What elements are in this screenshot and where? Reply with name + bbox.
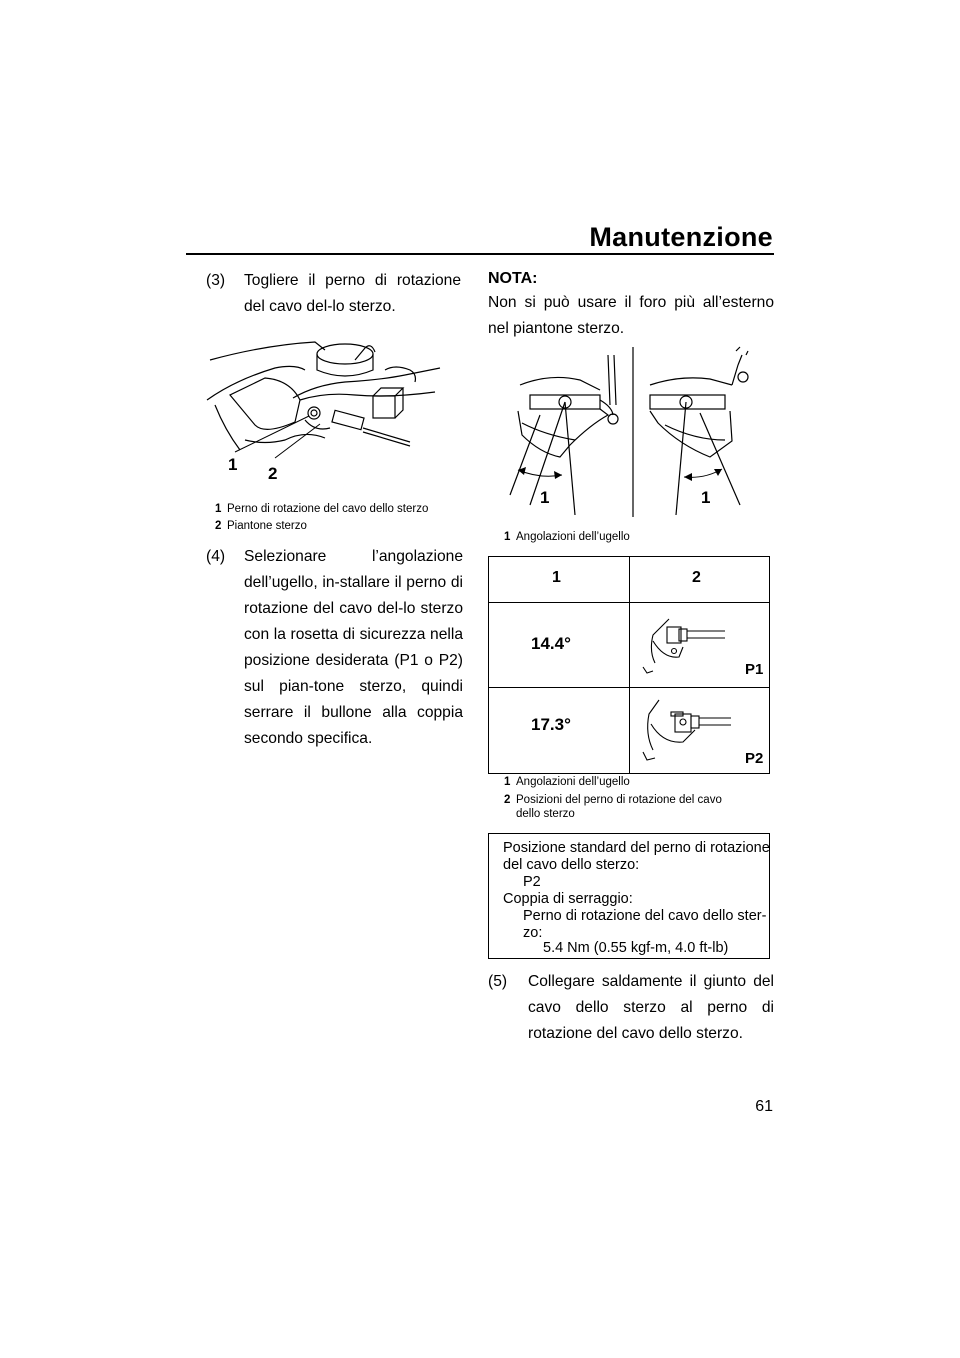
spec-value: 5.4 Nm (0.55 kgf-m, 4.0 ft-lb) bbox=[543, 940, 729, 956]
spec-line: Coppia di serraggio: bbox=[503, 891, 633, 907]
pivot-position-p2-icon bbox=[639, 694, 739, 764]
spec-line: Posizione standard del perno di rotazione bbox=[503, 840, 770, 856]
header-divider bbox=[186, 253, 774, 255]
nozzle-angle-table bbox=[488, 556, 770, 774]
step-3-text: Togliere il perno di rotazione del cavo del-lo sterzo. bbox=[244, 272, 461, 315]
figure1-caption-1: 1 Perno di rotazione del cavo dello sterzo bbox=[215, 503, 429, 515]
table-row bbox=[489, 603, 769, 688]
pivot-position-p1-icon bbox=[639, 611, 739, 679]
specification-box bbox=[488, 833, 770, 959]
spec-line: del cavo dello sterzo: bbox=[503, 857, 640, 873]
figure2-callout-left: 1 bbox=[540, 488, 550, 507]
figure1-callout-1: 1 bbox=[228, 455, 238, 474]
note-title: NOTA: bbox=[488, 270, 538, 287]
figure1-caption-2: 2 Piantone sterzo bbox=[215, 520, 307, 532]
figure2-caption-1: 1 Angolazioni dell’ugello bbox=[504, 531, 630, 543]
spec-line: Perno di rotazione del cavo dello ster- bbox=[523, 908, 767, 924]
steering-pivot-illustration bbox=[205, 340, 445, 480]
step-4-number: (4) bbox=[206, 548, 226, 565]
table-position-p1: P1 bbox=[745, 661, 764, 678]
step-3-number: (3) bbox=[206, 272, 226, 289]
table-row bbox=[489, 688, 769, 774]
table-header-row bbox=[489, 557, 769, 603]
page-number: 61 bbox=[755, 1098, 773, 1115]
figure2-callout-right: 1 bbox=[701, 488, 711, 507]
nozzle-angles-illustration bbox=[500, 345, 770, 520]
table-position-p2: P2 bbox=[745, 750, 764, 767]
step-4-text: Selezionare l’angolazione dell’ugello, in-stallare il perno di rotazione del cavo del-lo sterzo con la rosetta di sicurezza nella posizione desiderata (P1 o P2) sul pian-tone sterzo, quindi serrare il bullone alla coppia secondo specifica. bbox=[244, 548, 463, 747]
spec-line: zo: bbox=[523, 925, 543, 941]
step-4 bbox=[206, 544, 463, 752]
table-caption-2: 2 Posizioni del perno di rotazione del cavo dello sterzo bbox=[504, 794, 722, 820]
note-text: Non si può usare il foro più all’esterno nel piantone sterzo. bbox=[488, 294, 774, 337]
step-5-number: (5) bbox=[488, 973, 508, 990]
page-title: Manutenzione bbox=[589, 222, 773, 252]
step-5-text: Collegare saldamente il giunto del cavo dello sterzo al perno di rotazione del cavo dello sterzo. bbox=[528, 973, 774, 1042]
table-angle-value: 17.3° bbox=[531, 715, 571, 734]
table-caption-1: 1 Angolazioni dell’ugello bbox=[504, 776, 630, 788]
table-angle-value: 14.4° bbox=[531, 634, 571, 653]
step-3 bbox=[206, 268, 461, 320]
spec-value: P2 bbox=[523, 874, 541, 890]
table-header-2: 2 bbox=[692, 569, 701, 586]
table-header-1: 1 bbox=[552, 569, 561, 586]
step-5 bbox=[488, 969, 774, 1047]
figure1-callout-2: 2 bbox=[268, 464, 278, 480]
